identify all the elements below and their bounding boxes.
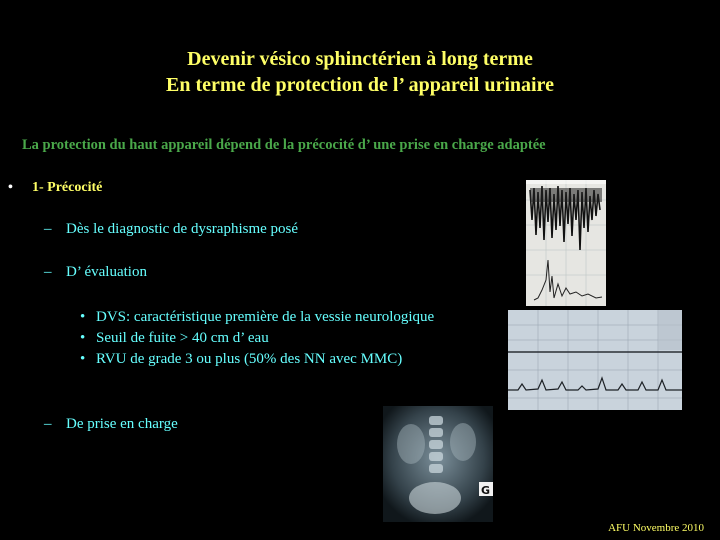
bullet-marker: •: [80, 330, 86, 346]
cystography-xray-photo: [383, 406, 493, 522]
list-item-text: D’ évaluation: [66, 264, 147, 280]
sub-list-item-text: DVS: caractéristique première de la vessie neurologique: [96, 309, 435, 325]
list-item: [44, 416, 178, 433]
list-item: [44, 221, 298, 238]
sub-list-item: [80, 349, 402, 370]
slide-subtitle: La protection du haut appareil dépend de la précocité d’ une prise en charge adaptée: [22, 137, 546, 153]
slide-footer: AFU Novembre 2010: [608, 522, 704, 534]
section-heading: [8, 180, 102, 196]
slide-title: [0, 46, 720, 98]
title-line-1: Devenir vésico sphinctérien à long terme: [187, 48, 533, 70]
dash-marker: –: [44, 221, 52, 237]
bullet-marker: •: [80, 309, 86, 325]
pressure-recording-image: [508, 310, 682, 410]
bullet-marker: •: [80, 351, 86, 367]
dash-marker: –: [44, 416, 52, 432]
section-heading-text: 1- Précocité: [32, 180, 103, 195]
dash-marker: –: [44, 264, 52, 280]
svg-text:G: G: [481, 484, 491, 497]
xray-image: [383, 406, 493, 522]
bullet-marker: •: [8, 180, 13, 195]
list-item: [44, 264, 147, 281]
sub-list-item-text: Seuil de fuite > 40 cm d’ eau: [96, 330, 269, 346]
sub-list-item-text: RVU de grade 3 ou plus (50% des NN avec MMC): [96, 351, 403, 367]
sub-list-item: [80, 328, 269, 349]
sub-list-item: [80, 307, 434, 328]
urodynamic-tracing-image: [526, 180, 606, 306]
urodynamic-tracing-photo: [526, 180, 606, 306]
list-item-text: Dès le diagnostic de dysraphisme posé: [66, 221, 299, 237]
pressure-recording-photo: [508, 310, 682, 410]
title-line-2: En terme de protection de l’ appareil urinaire: [166, 74, 554, 96]
list-item-text: De prise en charge: [66, 416, 178, 432]
